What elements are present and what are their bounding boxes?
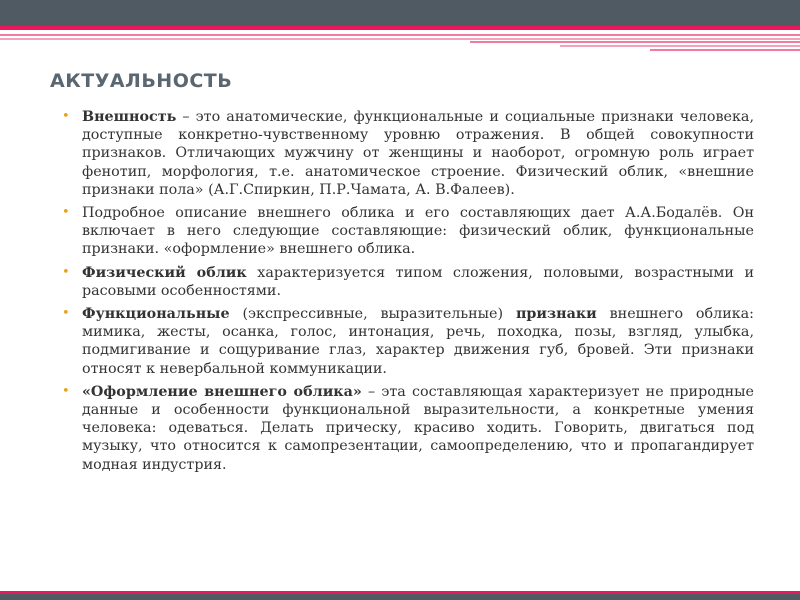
- term-bold: Физический облик: [82, 264, 247, 281]
- bullet-icon: •: [62, 306, 70, 322]
- item-text: характеризуется типом сложения, половыми, возрастными и расовыми особенностями.: [82, 264, 754, 299]
- list-item: [60, 305, 754, 378]
- bullet-icon: •: [62, 109, 70, 124]
- list-item: [60, 383, 754, 474]
- term-bold: «Оформление внешнего облика»: [82, 383, 362, 400]
- item-text: – это анатомические, функциональные и социальные признаки человека, доступные конкретно-чувственному уровню отражения. В общей совокупности признаков. Отличающих мужчину от женщины и наоборот, огромную роль играет фенотип, морфология, т.е. анатомическое строение. Физический облик, «внешние признаки пола» (А.Г.Спиркин, П.Р.Чамата, А. В.Фалеев).: [82, 109, 754, 198]
- list-item: [60, 264, 754, 300]
- slide-title: АКТУАЛЬНОСТЬ: [50, 70, 233, 92]
- item-text: Подробное описание внешнего облика и его составляющих дает А.А.Бодалёв. Он включает в него следующие составляющие: физический облик, функциональные признаки. «оформление» внешнего облика.: [82, 205, 754, 258]
- bullet-icon: •: [62, 264, 70, 280]
- term-bold: Функциональные: [82, 306, 230, 323]
- term-bold: Внешность: [82, 109, 177, 125]
- top-header-bar: [0, 0, 800, 26]
- term-bold: признаки: [515, 306, 597, 323]
- item-text: (экспрессивные, выразительные): [229, 306, 516, 323]
- decorative-stripes: [0, 30, 800, 52]
- item-text: внешнего облика: мимика, жесты, осанка, голос, интонация, речь, походка, позы, взгляд, улыбка, подмигивание и сощуривание глаз, характер движения губ, бровей. Эти признаки относят к невербальной коммуникации.: [82, 306, 754, 377]
- item-text: – эта составляющая характеризует не природные данные и особенности функциональной выразительности, а конкретные умения человека: одеваться. Делать прическу, красиво ходить. Говорить, двигаться под музыку, что относится к самопрезентации, самоопределению, что и пропагандирует модная индустрия.: [82, 383, 754, 473]
- list-item: [60, 204, 754, 259]
- bullet-icon: •: [62, 205, 70, 221]
- bullet-icon: •: [62, 383, 70, 399]
- bottom-bar: [0, 594, 800, 600]
- bullet-list: [60, 108, 754, 479]
- list-item: [60, 108, 754, 199]
